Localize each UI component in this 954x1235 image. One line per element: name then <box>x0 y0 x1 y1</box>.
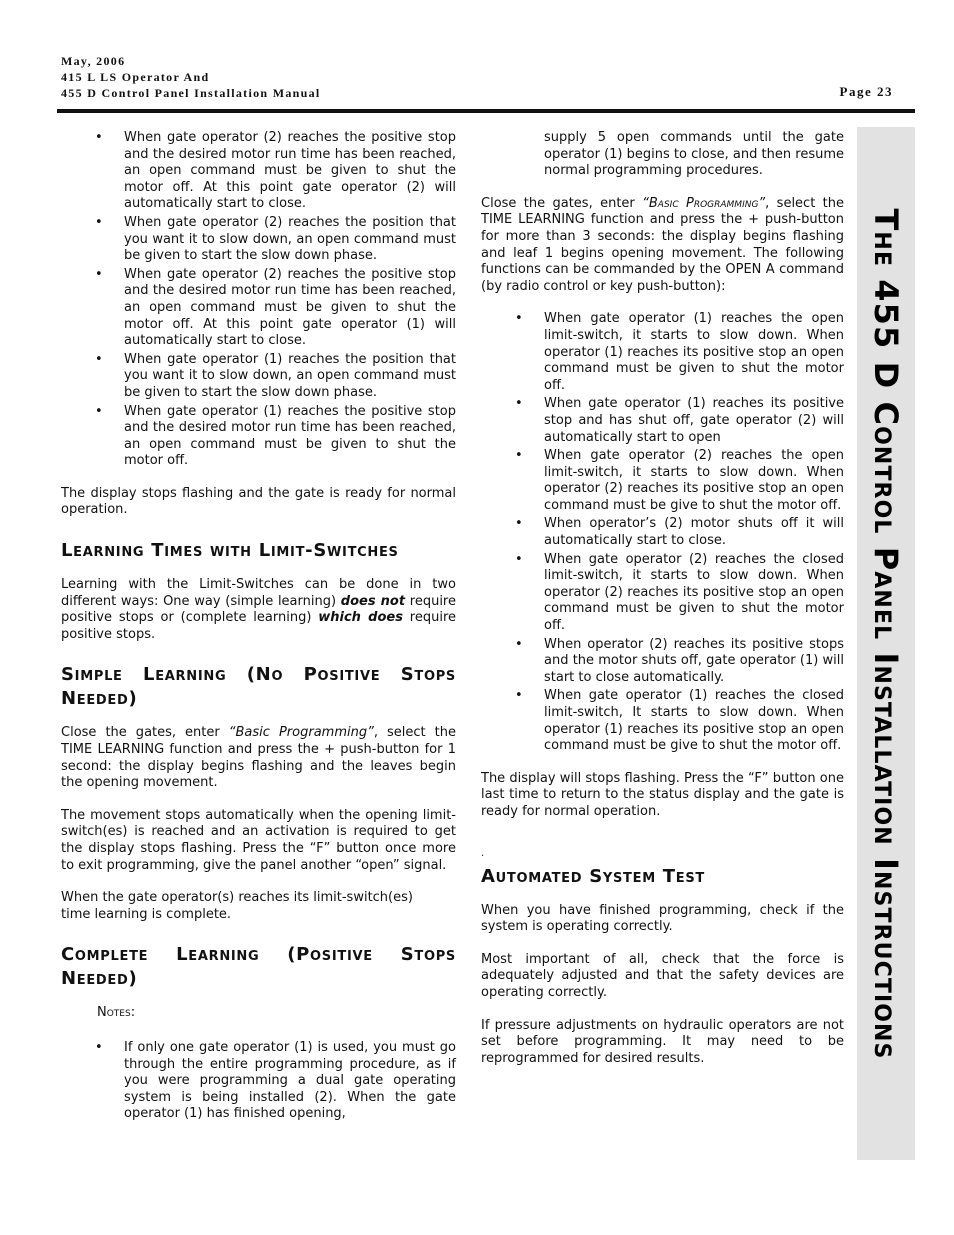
list-item: • If only one gate operator (1) is used, you must go through the entire programming procedure, as if you were programming a dual gate operating system is being installed (2). When the gate operator (1) has finished opening, <box>95 1039 456 1122</box>
right-column <box>481 130 844 1083</box>
list-item: • When gate operator (2) reaches the positive stop and the desired motor run time has been reached, an open command must be given to shut the motor off. At this point gate operator (2) will automatically start to close. <box>95 130 456 212</box>
heading-automated-test: Automated System Test <box>481 865 705 887</box>
header-rule <box>57 109 915 113</box>
note-continuation: supply 5 open commands until the gate operator (1) begins to close, and then resume normal programming procedures. <box>544 130 844 179</box>
list-item: • When gate operator (1) reaches its positive stop and has shut off, gate operator (2) will automatically start to open <box>515 396 844 445</box>
header-manual-title: 455 D Control Panel Installation Manual <box>61 86 321 100</box>
right-bullet-list <box>481 311 844 754</box>
bullet-icon: • <box>515 636 523 652</box>
bullet-icon: • <box>95 1039 103 1055</box>
header-date: May, 2006 <box>61 54 126 68</box>
display-will-stop-paragraph: The display will stops flashing. Press the “F” button one last time to return to the status display and the gate is ready for normal operation. <box>481 770 844 819</box>
left-bullet-list <box>61 130 456 470</box>
bullet-icon: • <box>95 403 103 419</box>
auto-paragraph-2: Most important of all, check that the force is adequately adjusted and that the safety devices are operating correctly. <box>481 951 844 1000</box>
list-item: • When gate operator (2) reaches the positive stop and the desired motor run time has been reached, an open command must be given to shut the motor off. At this point gate operator (1) will automatically start to close. <box>95 266 456 349</box>
list-item: • When gate operator (2) reaches the open limit-switch, it starts to slow down. When operator (2) reaches its positive stop an open command must be give to shut the motor off. <box>515 448 844 513</box>
header-operator: 415 L LS Operator And <box>61 70 210 84</box>
list-item: • When gate operator (1) reaches the positive stop and the desired motor run time has been reached, an open command must be given to shut the motor off. <box>95 403 456 469</box>
list-item: • When gate operator (1) reaches the closed limit-switch, It starts to slow down. When operator (1) reaches its positive stop an open command must be give to shut the motor off. <box>515 688 844 754</box>
simple-paragraph-2: The movement stops automatically when the opening limit-switch(es) is reached and an activation is required to get the display stops flashing. Press the “F” button once more to exit programming, give the panel another “open” signal. <box>61 807 456 873</box>
bullet-icon: • <box>515 551 523 567</box>
document-header <box>61 53 321 101</box>
left-column <box>61 130 456 1125</box>
heading-complete-learning: Complete Learning (Positive Stops Needed) <box>61 944 456 990</box>
stray-dot: . <box>481 847 485 859</box>
bullet-icon: • <box>515 516 523 532</box>
bullet-icon: • <box>95 130 103 145</box>
heading-learning-times: Learning Times with Limit-Switches <box>61 540 399 562</box>
display-stops-paragraph: The display stops flashing and the gate is ready for normal operation. <box>61 485 456 518</box>
heading-simple-learning: Simple Learning (No Positive Stops Needed) <box>61 664 456 710</box>
auto-paragraph-1: When you have finished programming, check if the system is operating correctly. <box>481 902 844 935</box>
list-item: • When gate operator (2) reaches the position that you want it to slow down, an open command must be given to start the slow down phase. <box>95 214 456 264</box>
list-item: • When operator’s (2) motor shuts off it will automatically start to close. <box>515 516 844 549</box>
list-item: • When gate operator (1) reaches the position that you want it to slow down, an open command must be given to start the slow down phase. <box>95 351 456 400</box>
simple-paragraph-3: When the gate operator(s) reaches its limit-switch(es) time learning is complete. <box>61 890 413 922</box>
page-number: Page 23 <box>839 84 893 99</box>
simple-paragraph-1: Close the gates, enter “Basic Programming”, select the TIME LEARNING function and press the + push-button for 1 second: the display begins flashing and the leaves begin the opening movement. <box>61 725 456 791</box>
bullet-icon: • <box>95 214 103 230</box>
close-gates-paragraph: Close the gates, enter “Basic Programming”, select the TIME LEARNING function and press the + push-button for more than 3 seconds: the display begins flashing and leaf 1 begins opening movement. The following functions can be commanded by the OPEN A command (by radio control or key push-button): <box>481 195 845 294</box>
bullet-icon: • <box>95 266 103 282</box>
bullet-icon: • <box>515 688 523 704</box>
bullet-icon: • <box>515 396 523 412</box>
list-item: • When gate operator (1) reaches the open limit-switch, it starts to slow down. When operator (1) reaches its positive stop an open command must be given to shut the motor off. <box>515 311 844 393</box>
bullet-icon: • <box>515 448 523 464</box>
list-item: • When operator (2) reaches its positive stops and the motor shuts off, gate operator (1) will start to close automatically. <box>515 636 844 685</box>
sidebar-title: The 455 D Control Panel Installation Instructions <box>867 208 905 1060</box>
auto-paragraph-3: If pressure adjustments on hydraulic operators are not set before programming. It may need to be reprogrammed for desired results. <box>481 1017 844 1066</box>
notes-bullet-list <box>61 1040 456 1123</box>
list-item: • When gate operator (2) reaches the closed limit-switch, it starts to slow down. When operator (2) reaches its positive stop an open command must be given to shut the motor off. <box>515 551 844 634</box>
bullet-icon: • <box>95 351 103 367</box>
learning-paragraph: Learning with the Limit-Switches can be done in two different ways: One way (simple learning) does not require positive stops or (complete learning) which does require positive stops. <box>61 577 457 642</box>
bullet-icon: • <box>515 311 523 327</box>
notes-label: Notes: <box>97 1005 136 1021</box>
